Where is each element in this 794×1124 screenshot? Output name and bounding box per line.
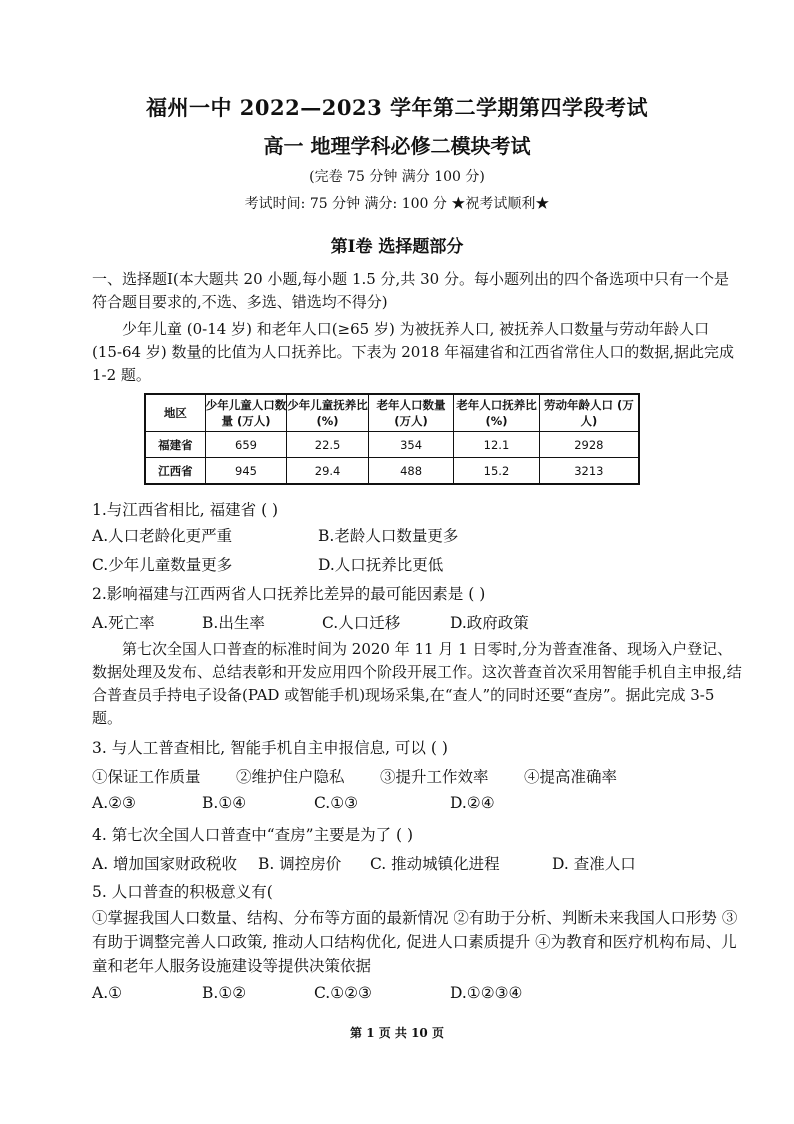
table-header: 劳动年龄人口 (万人) bbox=[539, 394, 639, 432]
page-number: 第 1 页 共 10 页 bbox=[350, 1026, 444, 1040]
question-3-option-c[interactable]: C.①③ bbox=[314, 794, 359, 812]
question-5-option-a[interactable]: A.① bbox=[92, 984, 123, 1002]
question-3-item-1: ①保证工作质量 bbox=[92, 768, 201, 786]
passage-1: 少年儿童 (0-14 岁) 和老年人口(≥65 岁) 为被抚养人口, 被抚养人口数量与劳动年龄人口 (15-64 岁) 数量的比值为人口抚养比。下表为 2018 年福建省和江西省常住人口的数据,据此完成 1-2 题。 bbox=[92, 320, 734, 384]
question-2-option-a[interactable]: A.死亡率 bbox=[92, 614, 155, 632]
section-title: 第Ⅰ卷 选择题部分 bbox=[330, 237, 464, 257]
question-3-option-d[interactable]: D.②④ bbox=[450, 794, 495, 812]
question-3-item-3: ③提升工作效率 bbox=[380, 768, 489, 786]
question-3-item-2: ②维护住户隐私 bbox=[236, 768, 345, 786]
table-row bbox=[145, 458, 639, 485]
exam-time-note: 考试时间: 75 分钟 满分: 100 分 ★祝考试顺利★ bbox=[244, 196, 550, 212]
question-4-option-c[interactable]: C. 推动城镇化进程 bbox=[370, 855, 500, 873]
table-cell: 江西省 bbox=[145, 458, 205, 485]
question-1-option-b[interactable]: B.老龄人口数量更多 bbox=[318, 527, 459, 545]
passage-2: 第七次全国人口普查的标准时间为 2020 年 11 月 1 日零时,分为普查准备、现场入户登记、数据处理及发布、总结表彰和开发应用四个阶段开展工作。这次普查首次采用智能手机自主申报,结合普查员手持电子设备(PAD 或智能手机)现场采集,在“查人”的同时还要“查房”。据此完成 3-5 题。 bbox=[92, 640, 742, 727]
question-4-option-b[interactable]: B. 调控房价 bbox=[258, 855, 342, 873]
question-3-option-a[interactable]: A.②③ bbox=[92, 794, 136, 812]
table-header: 少年儿童抚养比(%) bbox=[287, 394, 369, 432]
table-cell: 29.4 bbox=[287, 458, 369, 485]
question-3-option-b[interactable]: B.①④ bbox=[202, 794, 247, 812]
question-3-item-4: ④提高准确率 bbox=[524, 768, 618, 786]
question-5-option-c[interactable]: C.①②③ bbox=[314, 984, 372, 1002]
question-4-option-d[interactable]: D. 查准人口 bbox=[552, 855, 636, 873]
table-cell: 15.2 bbox=[454, 458, 539, 485]
table-cell: 22.5 bbox=[287, 432, 369, 458]
table-header: 老年人口抚养比(%) bbox=[454, 394, 539, 432]
question-5-option-d[interactable]: D.①②③④ bbox=[450, 984, 523, 1002]
question-2-option-d[interactable]: D.政府政策 bbox=[450, 614, 529, 632]
question-2-option-b[interactable]: B.出生率 bbox=[202, 614, 265, 632]
table-cell: 945 bbox=[205, 458, 286, 485]
question-5-stem: 5. 人口普查的积极意义有( bbox=[92, 883, 273, 901]
question-4-option-a[interactable]: A. 增加国家财政税收 bbox=[92, 855, 238, 873]
question-1-option-c[interactable]: C.少年儿童数量更多 bbox=[92, 556, 233, 574]
table-cell: 354 bbox=[368, 432, 453, 458]
table-cell: 2928 bbox=[539, 432, 639, 458]
question-1-option-d[interactable]: D.人口抚养比更低 bbox=[318, 556, 444, 574]
table-row bbox=[145, 432, 639, 458]
table-header: 地区 bbox=[145, 394, 205, 432]
table-cell: 488 bbox=[368, 458, 453, 485]
table-cell: 12.1 bbox=[454, 432, 539, 458]
table-cell: 福建省 bbox=[145, 432, 205, 458]
table-header-row bbox=[145, 394, 639, 432]
question-2-stem: 2.影响福建与江西两省人口抚养比差异的最可能因素是 ( ) bbox=[92, 585, 486, 603]
question-5-items: ①掌握我国人口数量、结构、分布等方面的最新情况 ②有助于分析、判断未来我国人口形势 ③有助于调整完善人口政策, 推动人口结构优化, 促进人口素质提升 ④为教育和医疗机构布局、儿童和老年人服务设施建设等提供决策依据 bbox=[92, 909, 738, 975]
table-cell: 659 bbox=[205, 432, 286, 458]
question-1-option-a[interactable]: A.人口老龄化更严重 bbox=[92, 527, 233, 545]
question-1-stem: 1.与江西省相比, 福建省 ( ) bbox=[92, 501, 279, 519]
exam-subtitle: 高一 地理学科必修二模块考试 bbox=[263, 134, 531, 158]
question-4-stem: 4. 第七次全国人口普查中“查房”主要是为了 ( ) bbox=[92, 826, 414, 844]
table-cell: 3213 bbox=[539, 458, 639, 485]
table-header: 老年人口数量 (万人) bbox=[368, 394, 453, 432]
question-3-stem: 3. 与人工普查相比, 智能手机自主申报信息, 可以 ( ) bbox=[92, 739, 448, 757]
question-5-option-b[interactable]: B.①② bbox=[202, 984, 247, 1002]
population-table bbox=[144, 393, 640, 485]
exam-title: 福州一中 2022—2023 学年第二学期第四学段考试 bbox=[145, 95, 648, 120]
question-2-option-c[interactable]: C.人口迁移 bbox=[322, 614, 401, 632]
table-header: 少年儿童人口数量 (万人) bbox=[205, 394, 286, 432]
instructions: 一、选择题Ⅰ(本大题共 20 小题,每小题 1.5 分,共 30 分。每小题列出的四个备选项中只有一个是符合题目要求的,不选、多选、错选均不得分) bbox=[92, 270, 729, 311]
exam-duration-note: (完卷 75 分钟 满分 100 分) bbox=[309, 169, 485, 185]
